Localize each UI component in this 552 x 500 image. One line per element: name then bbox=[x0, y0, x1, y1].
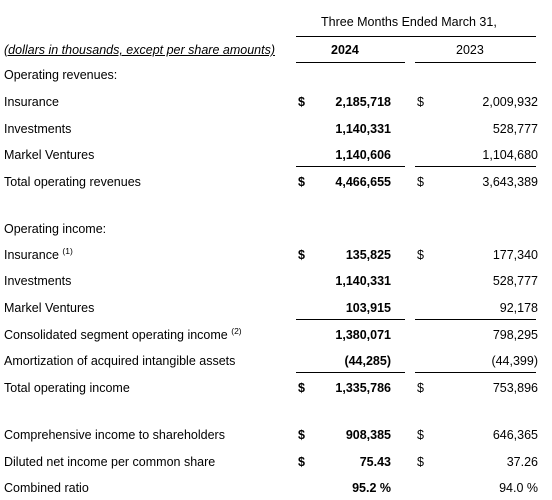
header-rule-current bbox=[296, 62, 405, 63]
revenue-markel-ventures-value-current: 1,140,606 bbox=[335, 148, 391, 162]
consolidated-segment-operating-income-label bbox=[4, 327, 242, 343]
footnote-marker: (2) bbox=[231, 326, 242, 336]
total-operating-income-value-prior: 753,896 bbox=[492, 381, 538, 395]
income-investments-label bbox=[4, 273, 71, 289]
income-markel-ventures-value-current: 103,915 bbox=[345, 301, 391, 315]
currency-symbol-current: $ bbox=[298, 95, 305, 109]
combined-ratio-value-prior: 94.0 % bbox=[499, 481, 538, 495]
currency-symbol-current: $ bbox=[298, 455, 305, 469]
header-rule-period bbox=[296, 36, 536, 37]
income-insurance-label bbox=[4, 247, 73, 263]
row-label-text: Consolidated segment operating income bbox=[4, 328, 228, 342]
total-operating-revenues-value-current: 4,466,655 bbox=[335, 175, 391, 189]
row-label-text: Markel Ventures bbox=[4, 301, 95, 315]
revenue-markel-ventures-label bbox=[4, 147, 94, 163]
subtotal-rule-current bbox=[296, 319, 405, 320]
comprehensive-income-value-current: 908,385 bbox=[345, 428, 391, 442]
income-markel-ventures-value-prior: 92,178 bbox=[499, 301, 538, 315]
revenue-insurance-label bbox=[4, 94, 59, 110]
header-rule-prior bbox=[415, 62, 536, 63]
diluted-eps-label bbox=[4, 454, 215, 470]
row-label-text: Total operating revenues bbox=[4, 175, 141, 189]
row-label-text: Amortization of acquired intangible assets bbox=[4, 354, 236, 368]
row-label-text: Total operating income bbox=[4, 381, 130, 395]
currency-symbol-prior: $ bbox=[417, 175, 424, 189]
currency-symbol-current: $ bbox=[298, 381, 305, 395]
year-prior-header: 2023 bbox=[456, 43, 484, 57]
row-label-text: Insurance bbox=[4, 248, 59, 262]
row-label-text: Comprehensive income to shareholders bbox=[4, 428, 225, 442]
currency-symbol-current: $ bbox=[298, 175, 305, 189]
income-insurance-value-prior: 177,340 bbox=[492, 248, 538, 262]
consolidated-segment-operating-income-value-prior: 798,295 bbox=[492, 328, 538, 342]
currency-symbol-current: $ bbox=[298, 428, 305, 442]
income-investments-value-prior: 528,777 bbox=[492, 274, 538, 288]
operating-income-heading-label bbox=[4, 221, 106, 237]
amortization-intangible-assets-value-current: (44,285) bbox=[344, 354, 391, 368]
period-header: Three Months Ended March 31, bbox=[321, 15, 497, 29]
revenue-investments-value-current: 1,140,331 bbox=[335, 122, 391, 136]
operating-revenues-heading-label bbox=[4, 67, 117, 83]
total-operating-income-value-current: 1,335,786 bbox=[335, 381, 391, 395]
diluted-eps-value-prior: 37.26 bbox=[506, 455, 538, 469]
row-label-text: Insurance bbox=[4, 95, 59, 109]
income-investments-value-current: 1,140,331 bbox=[335, 274, 391, 288]
row-label-text: Combined ratio bbox=[4, 481, 89, 495]
revenue-insurance-value-current: 2,185,718 bbox=[335, 95, 391, 109]
amortization-intangible-assets-label bbox=[4, 353, 235, 369]
subtotal-rule-current bbox=[296, 166, 405, 167]
currency-symbol-prior: $ bbox=[417, 248, 424, 262]
revenue-investments-label bbox=[4, 121, 71, 137]
subtotal-rule-current bbox=[296, 372, 405, 373]
income-markel-ventures-label bbox=[4, 300, 94, 316]
income-insurance-value-current: 135,825 bbox=[345, 248, 391, 262]
row-label-text: Diluted net income per common share bbox=[4, 455, 216, 469]
subtotal-rule-prior bbox=[415, 319, 536, 320]
total-operating-income-label bbox=[4, 380, 130, 396]
combined-ratio-value-current: 95.2 % bbox=[352, 481, 391, 495]
year-current-header: 2024 bbox=[331, 43, 359, 57]
combined-ratio-label bbox=[4, 480, 89, 496]
comprehensive-income-value-prior: 646,365 bbox=[492, 428, 538, 442]
currency-symbol-current: $ bbox=[298, 248, 305, 262]
amortization-intangible-assets-value-prior: (44,399) bbox=[491, 354, 538, 368]
revenue-markel-ventures-value-prior: 1,104,680 bbox=[482, 148, 538, 162]
currency-symbol-prior: $ bbox=[417, 428, 424, 442]
footnote-marker: (1) bbox=[62, 246, 73, 256]
total-operating-revenues-value-prior: 3,643,389 bbox=[482, 175, 538, 189]
row-label-text: Investments bbox=[4, 122, 72, 136]
revenue-insurance-value-prior: 2,009,932 bbox=[482, 95, 538, 109]
subtotal-rule-prior bbox=[415, 166, 536, 167]
consolidated-segment-operating-income-value-current: 1,380,071 bbox=[335, 328, 391, 342]
row-label-text: Investments bbox=[4, 274, 72, 288]
row-label-text: Operating income: bbox=[4, 222, 107, 236]
total-operating-revenues-label bbox=[4, 174, 141, 190]
row-label-text: Operating revenues: bbox=[4, 68, 118, 82]
diluted-eps-value-current: 75.43 bbox=[359, 455, 391, 469]
comprehensive-income-label bbox=[4, 427, 225, 443]
currency-symbol-prior: $ bbox=[417, 455, 424, 469]
row-label-text: Markel Ventures bbox=[4, 148, 95, 162]
revenue-investments-value-prior: 528,777 bbox=[492, 122, 538, 136]
currency-symbol-prior: $ bbox=[417, 95, 424, 109]
subtotal-rule-prior bbox=[415, 372, 536, 373]
currency-symbol-prior: $ bbox=[417, 381, 424, 395]
units-note: (dollars in thousands, except per share amounts) bbox=[4, 43, 275, 57]
